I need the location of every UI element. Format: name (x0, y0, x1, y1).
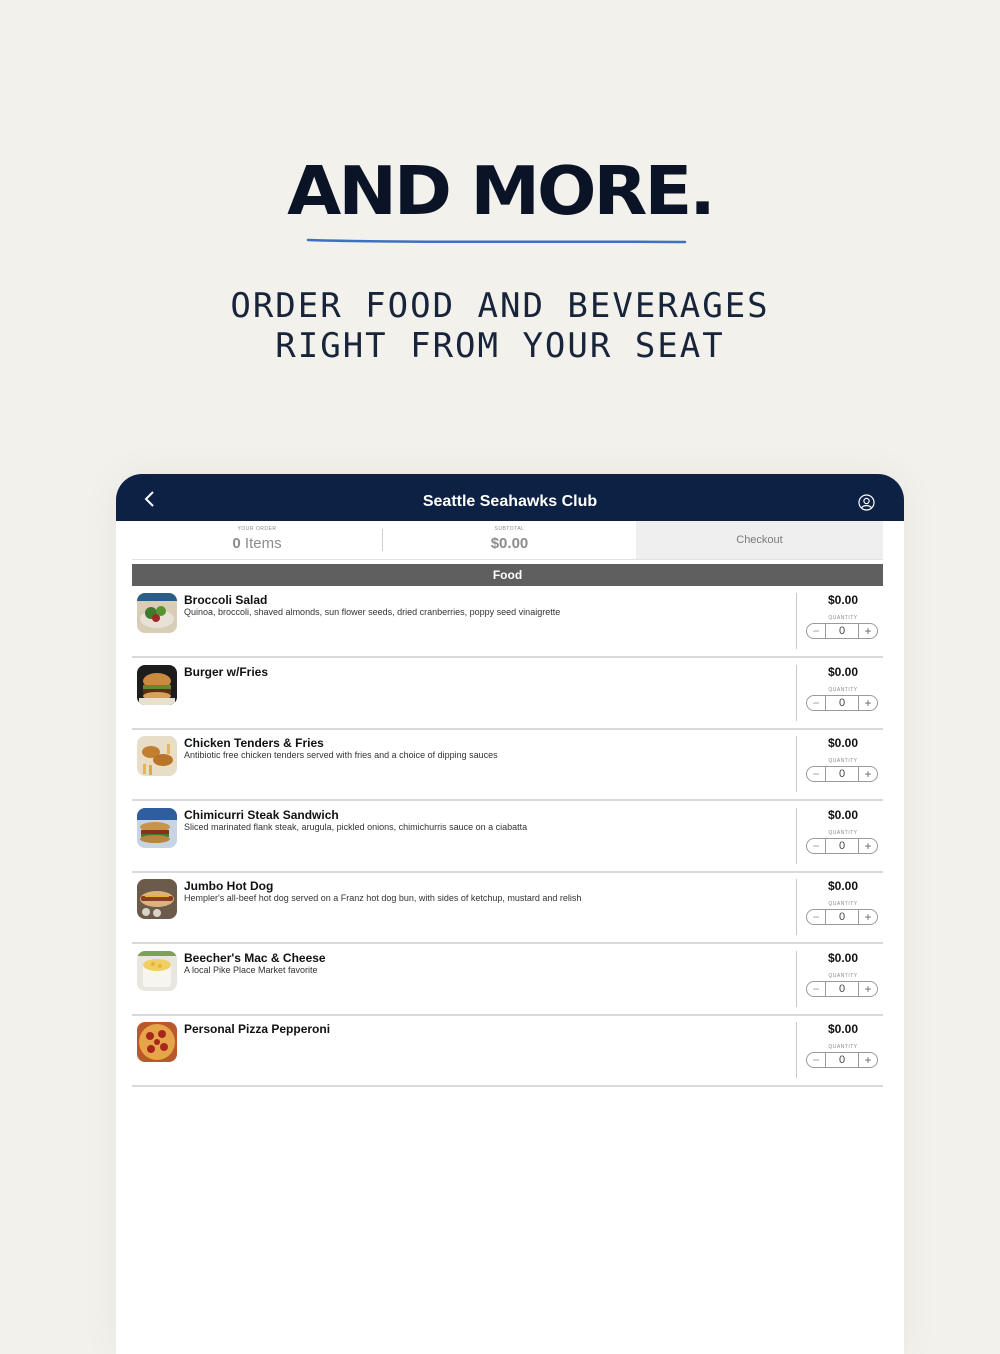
item-description: A local Pike Place Market favorite (184, 964, 318, 975)
hero-subtitle-line-2: RIGHT FROM YOUR SEAT (275, 326, 725, 366)
quantity-label: QUANTITY (828, 972, 858, 979)
quantity-label: QUANTITY (828, 1044, 858, 1050)
item-price: $0.00 (827, 593, 859, 607)
item-price: $0.00 (827, 807, 859, 822)
item-divider (796, 879, 797, 935)
app-bar (116, 474, 904, 521)
hero-subtitle (0, 286, 1000, 366)
quantity-value[interactable]: 0 (838, 768, 846, 780)
quantity-label: QUANTITY (828, 829, 858, 836)
food-thumbnail (137, 1022, 177, 1062)
tablet-app-screen (116, 474, 904, 1354)
increment-button[interactable]: + (858, 982, 877, 996)
menu-item-row (132, 872, 883, 943)
app-title: Seattle Seahawks Club (422, 493, 598, 510)
item-name: Chicken Tenders & Fries (184, 736, 324, 750)
summary-divider-bottom (132, 559, 883, 560)
hero-subtitle-line-1: ORDER FOOD AND BEVERAGES (230, 286, 770, 326)
item-price: $0.00 (827, 879, 859, 893)
item-name: Burger w/Fries (184, 664, 269, 679)
decrement-button[interactable]: − (807, 696, 826, 710)
decrement-button[interactable]: − (807, 1053, 826, 1067)
checkout-button[interactable]: Checkout (636, 521, 883, 559)
increment-button[interactable]: + (858, 696, 877, 710)
decrement-button[interactable]: − (807, 767, 826, 781)
quantity-label: QUANTITY (828, 686, 858, 693)
menu-item-row (132, 801, 883, 872)
food-thumbnail (137, 593, 177, 633)
quantity-label: QUANTITY (828, 901, 858, 907)
menu-item-row (132, 658, 883, 729)
menu-item-row (132, 944, 883, 1015)
quantity-value[interactable]: 0 (838, 839, 846, 852)
item-name: Beecher's Mac & Cheese (184, 950, 326, 965)
increment-button[interactable]: + (858, 910, 877, 924)
decrement-button[interactable]: − (807, 982, 826, 996)
quantity-stepper (806, 981, 878, 997)
item-divider (796, 593, 797, 649)
decrement-button[interactable]: − (807, 624, 826, 638)
increment-button[interactable]: + (858, 839, 877, 853)
increment-button[interactable]: + (858, 767, 877, 781)
quantity-value[interactable]: 0 (838, 1054, 846, 1066)
quantity-value[interactable]: 0 (838, 982, 846, 995)
food-thumbnail (137, 879, 177, 919)
food-thumbnail (137, 665, 177, 705)
item-price: $0.00 (827, 736, 859, 750)
quantity-stepper (806, 1052, 878, 1068)
item-price: $0.00 (827, 664, 859, 679)
quantity-stepper (806, 766, 878, 782)
item-description: Antibiotic free chicken tenders served with fries and a choice of dipping sauces (184, 750, 498, 760)
subtotal-value: $0.00 (490, 535, 529, 552)
user-circle-icon[interactable] (858, 494, 875, 511)
order-count-number: 0 (232, 535, 241, 552)
item-description: Sliced marinated flank steak, arugula, pickled onions, chimichurris sauce on a ciabatta (184, 821, 528, 832)
item-name: Jumbo Hot Dog (184, 879, 274, 893)
hero-title: AND MORE. (287, 152, 713, 230)
quantity-value[interactable]: 0 (838, 911, 846, 923)
food-thumbnail (137, 808, 177, 848)
increment-button[interactable]: + (858, 1053, 877, 1067)
quantity-stepper (806, 623, 878, 639)
quantity-value[interactable]: 0 (838, 625, 846, 637)
menu-item-row (132, 1015, 883, 1086)
item-description: Quinoa, broccoli, shaved almonds, sun flower seeds, dried cranberries, poppy seed vinaigrette (184, 607, 561, 617)
food-thumbnail (137, 736, 177, 776)
your-order-cell (132, 521, 382, 559)
quantity-stepper (806, 838, 878, 854)
item-name: Personal Pizza Pepperoni (184, 1022, 331, 1036)
food-thumbnail (137, 951, 177, 991)
item-divider (796, 665, 797, 721)
quantity-stepper (806, 909, 878, 925)
hero-underline (305, 234, 689, 248)
menu-item-row (132, 586, 883, 657)
item-divider (796, 1022, 797, 1078)
item-price: $0.00 (827, 1022, 859, 1036)
subtotal-cell (383, 521, 636, 559)
order-count-unit: Items (244, 535, 282, 552)
item-divider (796, 951, 797, 1007)
item-name: Chimicurri Steak Sandwich (184, 807, 339, 822)
quantity-value[interactable]: 0 (838, 696, 846, 709)
decrement-button[interactable]: − (807, 839, 826, 853)
item-divider (796, 808, 797, 864)
your-order-label: YOUR ORDER (237, 526, 277, 532)
item-price: $0.00 (827, 950, 859, 965)
menu-item-row (132, 729, 883, 800)
subtotal-label: SUBTOTAL (494, 526, 525, 532)
item-name: Broccoli Salad (184, 593, 268, 607)
item-divider (796, 736, 797, 792)
item-description: Hempler's all-beef hot dog served on a Franz hot dog bun, with sides of ketchup, mustard and relish (184, 893, 582, 903)
quantity-label: QUANTITY (828, 615, 858, 621)
order-count (132, 534, 382, 554)
increment-button[interactable]: + (858, 624, 877, 638)
row-separator (132, 1085, 883, 1087)
order-summary (132, 521, 883, 559)
quantity-stepper (806, 695, 878, 711)
decrement-button[interactable]: − (807, 910, 826, 924)
quantity-label: QUANTITY (828, 758, 858, 764)
section-header-food: Food (132, 564, 883, 586)
